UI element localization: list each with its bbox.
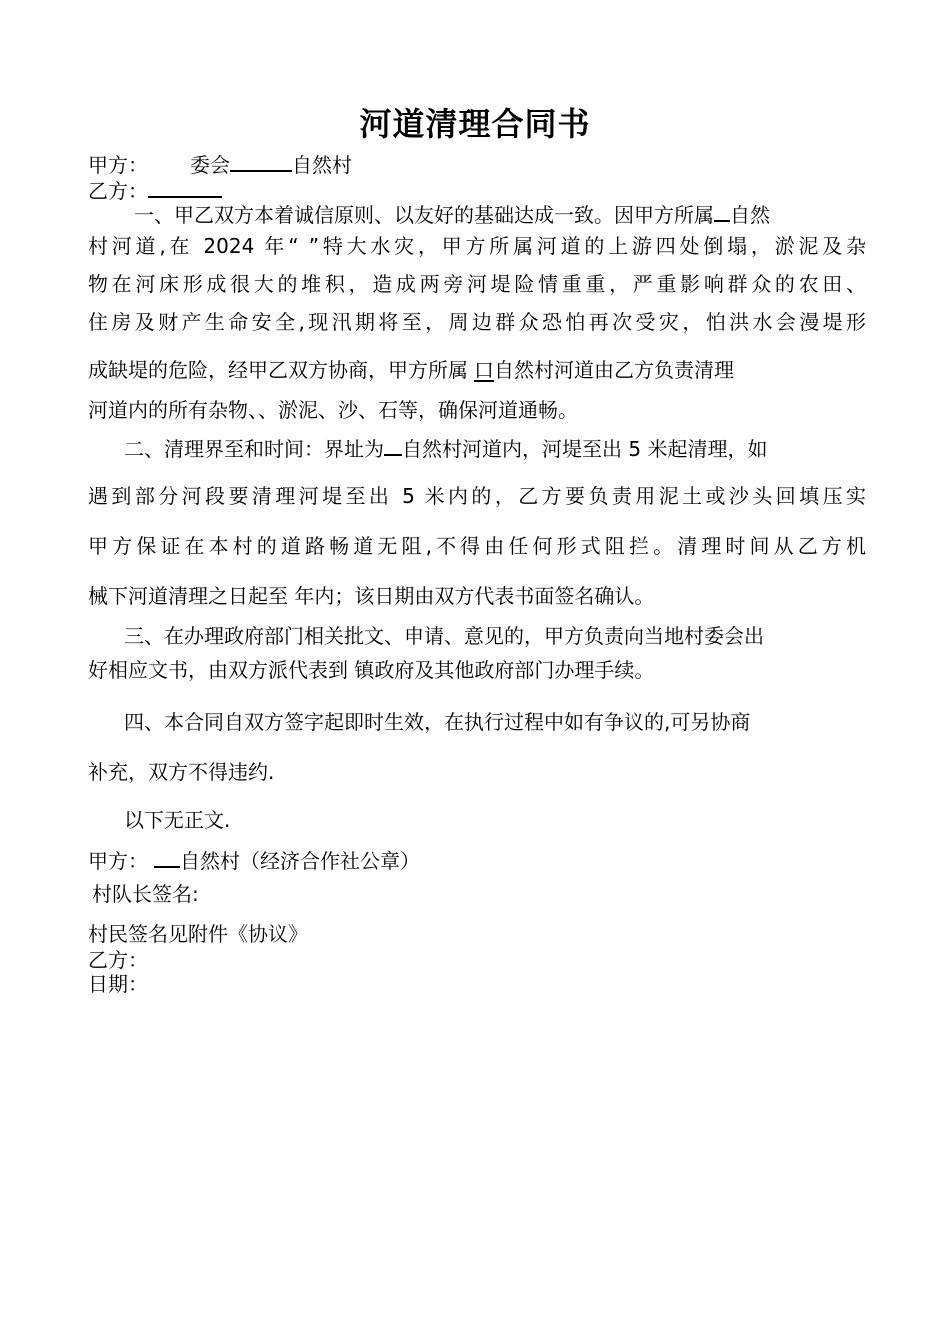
signature-party-a-text: 自然村（经济合作社公章） [180,849,420,873]
clause1-line2: 村河道,在 2024 年“ ”特大水灾，甲方所属河道的上游四处倒塌，淤泥及杂 [88,234,866,258]
clause4-line1: 四、本合同自双方签字起即时生效，在执行过程中如有争议的,可另协商 [124,710,751,734]
party-b-blank [148,176,222,198]
clause1-village-underlined: 口 [474,358,494,382]
header-party-a [88,150,868,177]
signature-party-a-blank [154,846,180,868]
party-a-org: 委会 [190,153,230,177]
clause3-line2: 好相应文书，由双方派代表到 镇政府及其他政府部门办理手续。 [88,658,655,682]
clause2-line3: 甲方保证在本村的道路畅道无阻,不得由任何形式阻拦。清理时间从乙方机 [88,534,866,558]
clause4-line2: 补充，双方不得违约. [88,760,275,784]
signature-villagers: 村民签名见附件《协议》 [88,922,308,946]
clause2-line4: 械下河道清理之日起至 年内；该日期由双方代表书面签名确认。 [88,584,655,608]
header-party-b [88,176,868,203]
clause1-line5-end: 自然村河道由乙方负责清理 [494,358,734,382]
clause2-village-blank [384,434,402,456]
clause3-line1: 三、在办理政府部门相关批文、申请、意见的，甲方负责向当地村委会出 [124,624,764,648]
closing-text: 以下无正文. [124,808,231,832]
clause1-line5-text: 成缺堤的危险，经甲乙双方协商，甲方所属 [88,358,468,382]
clause1-line3: 物在河床形成很大的堆积，造成两旁河堤险情重重，严重影响群众的农田、 [88,272,866,296]
signature-party-a [88,846,868,873]
clause2-line2: 遇到部分河段要清理河堤至出 5 米内的，乙方要负责用泥土或沙头回填压实 [88,484,866,508]
party-a-label: 甲方： [88,153,148,177]
party-a-village: 自然村 [292,153,352,177]
signature-party-a-label: 甲方： [88,849,148,873]
party-b-label: 乙方： [88,179,148,203]
signature-date: 日期： [88,972,148,996]
clause1-line1-text: 一、甲乙双方本着诚信原则、以友好的基础达成一致。因甲方所属 [134,203,714,227]
document-title: 河道清理合同书 [359,105,591,143]
party-a-blank [230,150,292,172]
clause1-line1-end: 自然 [730,203,770,227]
clause2-line1-end: 自然村河道内，河堤至出 5 米起清理，如 [402,437,768,461]
clause1-line1 [134,200,866,227]
clause2-line1-text: 二、清理界至和时间：界址为 [124,437,384,461]
clause1-line5 [88,358,868,382]
clause2-line1 [124,434,866,461]
clause1-village-blank [714,200,730,222]
signature-leader: 村队长签名: [92,882,199,906]
signature-party-b: 乙方： [88,948,148,972]
clause1-line4: 住房及财产生命安全,现汛期将至，周边群众恐怕再次受灾，怕洪水会漫堤形 [88,310,866,334]
clause1-line6: 河道内的所有杂物、、淤泥、沙、石等，确保河道通畅。 [88,398,578,422]
